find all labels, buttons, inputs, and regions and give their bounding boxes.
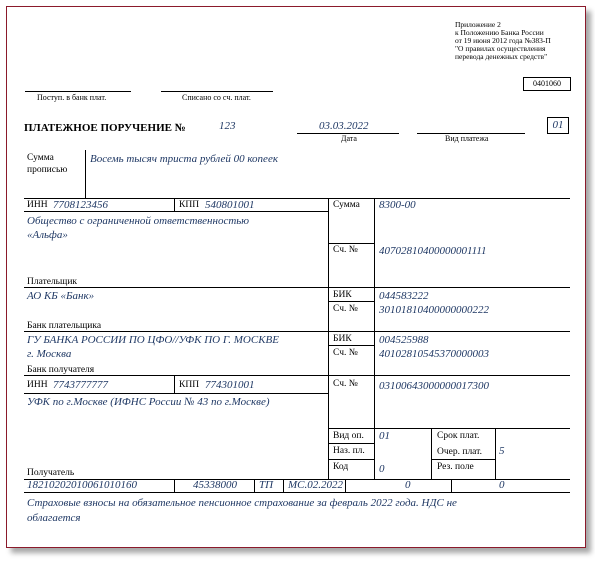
payee-bank-label: Банк получателя — [27, 365, 95, 375]
grid-line-payer — [24, 287, 570, 288]
payee-bank-name-line-2: г. Москва — [27, 348, 72, 360]
payee-account: 03100643000000017300 — [379, 380, 489, 392]
appendix-line-3: от 19 июня 2012 года №383-П — [455, 36, 551, 45]
tax-kbk: 18210202010061010160 — [27, 479, 137, 491]
grid-payer-inn-kpp-divider — [174, 198, 175, 211]
payment-order-form — [6, 6, 586, 548]
amount-words-divider — [85, 150, 86, 198]
grid-payee-inn-kpp-divider — [174, 375, 175, 393]
grid-line-op-1 — [328, 443, 374, 444]
grid-line-payer-inn — [24, 211, 328, 212]
payment-purpose-line-1: Страховые взносы на обязательное пенсионное страхование за февраль 2022 года. НДС не — [27, 497, 457, 509]
purpose-code-label: Наз. пл. — [333, 446, 365, 456]
form-code-box — [523, 77, 571, 91]
grid-line-payee-inn — [24, 393, 328, 394]
payment-type-label: Вид платежа — [445, 134, 489, 143]
grid-line-payer-bank — [24, 331, 570, 332]
appendix-line-2: к Положению Банка России — [455, 28, 544, 37]
code-value: 0 — [379, 463, 385, 475]
tax-basis: ТП — [259, 479, 274, 491]
operation-type-label: Вид оп. — [333, 431, 364, 441]
payer-label: Плательщик — [27, 277, 78, 287]
grid-code-divider — [374, 198, 375, 479]
received-label: Поступ. в банк плат. — [37, 93, 107, 102]
reserve-label: Рез. поле — [437, 462, 474, 472]
grid-line-op-2 — [328, 459, 374, 460]
form-code: 0401060 — [533, 79, 561, 88]
grid-line-sum — [328, 243, 374, 244]
status-code-box — [547, 117, 569, 134]
grid-operation-divider — [431, 428, 432, 479]
grid-line-operation — [328, 428, 570, 429]
payee-inn: 7743777777 — [53, 379, 108, 391]
sum-label: Сумма — [333, 200, 360, 210]
code-label: Код — [333, 462, 349, 472]
payer-kpp-label: КПП — [179, 200, 200, 210]
payer-bank-bik: 044583222 — [379, 290, 429, 302]
payee-bank-bik-label: БИК — [333, 334, 352, 344]
operation-type: 01 — [379, 430, 390, 442]
received-line — [25, 91, 131, 92]
payee-name: УФК по г.Москве (ИФНС России № 43 по г.Москве) — [27, 396, 270, 408]
grid-tax-div-1 — [174, 479, 175, 492]
grid-tax-div-2 — [254, 479, 255, 492]
payer-account: 40702810400000001111 — [379, 245, 487, 257]
priority-label: Очер. плат. — [437, 447, 482, 457]
payer-name-line-1: Общество с ограниченной ответственностью — [27, 215, 250, 227]
order-number: 123 — [219, 120, 236, 132]
grid-tax-div-4 — [345, 479, 346, 492]
payee-label: Получатель — [27, 468, 75, 478]
debited-line — [161, 91, 273, 92]
payer-kpp: 540801001 — [205, 199, 255, 211]
tax-doc-number: 0 — [405, 479, 411, 491]
priority-value: 5 — [499, 445, 505, 457]
payer-account-label: Сч. № — [333, 245, 358, 255]
grid-line-op-3 — [431, 459, 495, 460]
appendix-line-1: Приложение 2 — [455, 20, 501, 29]
payer-bank-account: 30101810400000000222 — [379, 304, 489, 316]
term-label: Срок плат. — [437, 431, 480, 441]
grid-tax-div-5 — [451, 479, 452, 492]
tax-doc-date: 0 — [499, 479, 505, 491]
grid-line-tax-bottom — [24, 492, 570, 493]
debited-label: Списано со сч. плат. — [182, 93, 251, 102]
payee-account-label: Сч. № — [333, 379, 358, 389]
status-code: 01 — [552, 119, 564, 131]
grid-line-payee-bank — [24, 375, 570, 376]
document-title: ПЛАТЕЖНОЕ ПОРУЧЕНИЕ № — [24, 122, 186, 134]
payee-inn-label: ИНН — [27, 380, 48, 390]
order-date: 03.03.2022 — [319, 120, 369, 132]
appendix-line-5: перевода денежных средств" — [455, 52, 548, 61]
payee-bank-account: 40102810545370000003 — [379, 348, 489, 360]
payer-bank-account-label: Сч. № — [333, 304, 358, 314]
payer-inn-label: ИНН — [27, 200, 48, 210]
date-label: Дата — [341, 134, 357, 143]
amount-words-value: Восемь тысяч триста рублей 00 копеек — [90, 153, 278, 165]
payee-kpp: 774301001 — [205, 379, 255, 391]
payer-inn: 7708123456 — [53, 199, 108, 211]
payee-bank-name-line-1: ГУ БАНКА РОССИИ ПО ЦФО//УФК ПО Г. МОСКВЕ — [27, 334, 279, 346]
payment-purpose-line-2: облагается — [27, 512, 81, 524]
payer-bank-bik-label: БИК — [333, 290, 352, 300]
sum-value: 8300-00 — [379, 199, 416, 211]
payee-kpp-label: КПП — [179, 380, 200, 390]
payer-name-line-2: «Альфа» — [27, 229, 68, 241]
payee-bank-bik: 004525988 — [379, 334, 429, 346]
tax-period: МС.02.2022 — [288, 479, 343, 491]
appendix-line-4: "О правилах осуществления — [455, 44, 546, 53]
amount-words-label-1: Сумма — [27, 153, 54, 163]
grid-line-payer-bik — [328, 301, 374, 302]
grid-main-divider — [328, 198, 329, 479]
tax-oktmo: 45338000 — [193, 479, 237, 491]
grid-tax-div-3 — [283, 479, 284, 492]
payer-bank-label: Банк плательщика — [27, 321, 102, 331]
grid-operation-divider-2 — [495, 428, 496, 479]
payee-bank-account-label: Сч. № — [333, 348, 358, 358]
payer-bank-name: АО КБ «Банк» — [27, 290, 95, 302]
grid-line-payee-bik — [328, 345, 374, 346]
amount-words-label-2: прописью — [27, 165, 68, 175]
